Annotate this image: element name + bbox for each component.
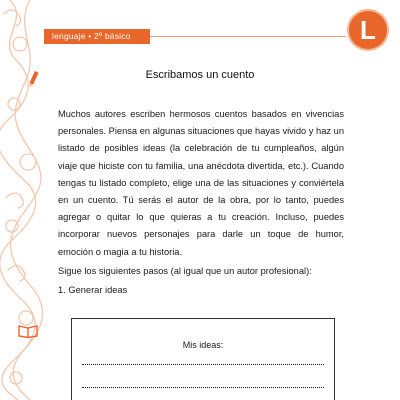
writing-line[interactable] bbox=[82, 387, 324, 388]
swirl-decoration bbox=[0, 0, 46, 400]
open-book-icon bbox=[18, 324, 38, 338]
subject-label: lenguaje • 2º básico bbox=[44, 29, 150, 44]
writing-line[interactable] bbox=[82, 364, 324, 365]
steps-intro: Sigue los siguientes pasos (al igual que un autor profesional): bbox=[58, 266, 312, 276]
ideas-box[interactable] bbox=[71, 318, 335, 400]
ideas-box-label: Mis ideas: bbox=[182, 340, 224, 350]
instructions-paragraph: Muchos autores escriben hermosos cuentos basados en vivencias personales. Piensa en algunas situaciones que hayas vivido y haz un listado de posibles ideas (la celebración de tu cumpleaños, algún viaje que hiciste con tu familia, una anécdota divertida, etc.). Cuando tengas tu listado completo, elige una de las situaciones y conviértela en un cuento. Tú serás el autor de la obra, por lo tanto, puedes agregar o quitar lo que quieras a tu creación. Incluso, puedes incorporar nuevos personajes para darle un toque de humor, emoción o magia a tu historia. bbox=[58, 109, 344, 257]
page-title: Escribamos un cuento bbox=[145, 69, 255, 81]
step-item: 1. Generar ideas bbox=[58, 285, 128, 295]
header-divider bbox=[150, 36, 346, 37]
subject-badge: L bbox=[349, 11, 387, 49]
